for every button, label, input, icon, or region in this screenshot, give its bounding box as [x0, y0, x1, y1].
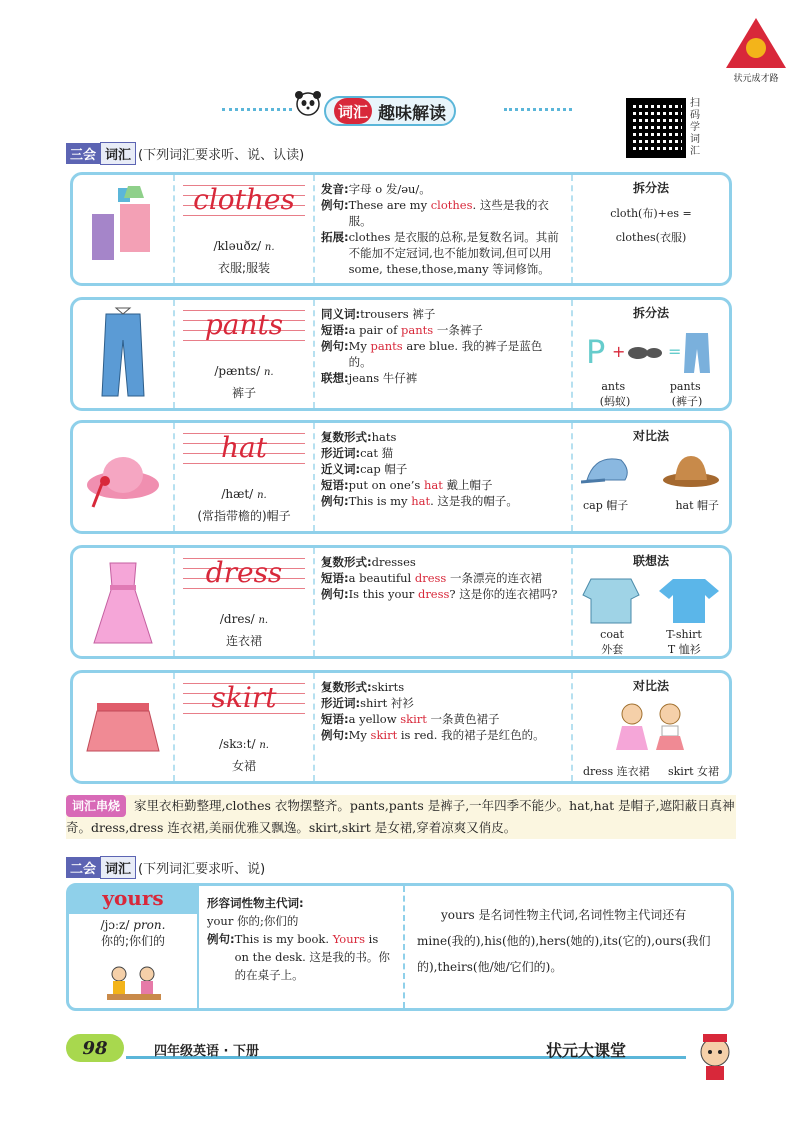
- word-meaning: 你的;你们的: [100, 934, 166, 948]
- section-heading-1: [66, 142, 304, 165]
- page-footer: [66, 1034, 666, 1064]
- vocab-chant: [66, 795, 736, 839]
- logo-text: 状元成才路: [733, 74, 779, 84]
- word-card-hat: [70, 420, 732, 534]
- skirt-illustration: [83, 697, 163, 757]
- yours-word-cell: [69, 886, 199, 1008]
- word-meaning: 连衣裙: [225, 634, 262, 648]
- definition-row: 拓展: clothes 是衣服的总称,是复数名词。其前不能加不定冠词,也不能加数词,但可以用 some, these,those,many 等词修饰。: [321, 230, 559, 276]
- svg-text:+: +: [612, 342, 626, 361]
- word-definition-cell: [315, 548, 573, 656]
- word-card-skirt: [70, 670, 732, 784]
- panda-icon: [294, 88, 322, 118]
- word-spelling-cell: [175, 548, 315, 656]
- definition-row: 例句: These are my clothes. 这些是我的衣服。: [321, 198, 549, 228]
- word-image-cell: [73, 300, 175, 408]
- word-cursive: skirt: [211, 681, 277, 714]
- definition-row: 联想: jeans 牛仔裤: [321, 371, 418, 385]
- word-meaning: 裤子: [231, 386, 256, 400]
- phonetic: /hæt/ n.: [221, 487, 267, 501]
- chant-tag: 词汇串烧: [66, 795, 126, 817]
- section-tag: 二会: [66, 857, 100, 878]
- section-title-banner: [222, 88, 572, 134]
- memory-tip-cell: [573, 423, 729, 531]
- title-pill: [324, 96, 456, 126]
- tip-line: cloth(布)+es =: [610, 207, 692, 220]
- book-grade: 四年级英语 · 下册: [154, 1044, 259, 1059]
- section-note: (下列词汇要求听、说): [138, 862, 266, 877]
- word-spelling-cell: [175, 300, 315, 408]
- definition-row: 形近词: cat 猫: [321, 446, 394, 460]
- ants-pants-illustration: [586, 327, 716, 377]
- tip-line: clothes(衣服): [615, 231, 687, 244]
- pants-illustration: [98, 306, 148, 402]
- tip-title: 拆分法: [632, 181, 669, 195]
- tip-label: ants: [601, 380, 626, 393]
- definition-row: 短语: put on one’s hat 戴上帽子: [321, 478, 493, 492]
- mascot-illustration: [690, 1030, 740, 1082]
- word-card-dress: [70, 545, 732, 659]
- tip-label: (裤子): [671, 395, 703, 408]
- tip-title: 对比法: [632, 429, 669, 443]
- definition-row: 短语: a yellow skirt 一条黄色裙子: [321, 712, 500, 726]
- memory-tip-cell: [573, 300, 729, 408]
- phonetic: /kləuðz/ n.: [213, 239, 275, 253]
- clothes-illustration: [88, 184, 158, 274]
- definition-row: 短语: a beautiful dress 一条漂亮的连衣裙: [321, 571, 542, 585]
- word-spelling-cell: [175, 673, 315, 781]
- definition-row: 例句: My pants are blue. 我的裤子是蓝色的。: [321, 339, 543, 369]
- word-spelling-cell: [175, 423, 315, 531]
- dress-illustration: [88, 557, 158, 647]
- definition-row: 复数形式: hats: [321, 430, 397, 444]
- word-definition-cell: [315, 175, 573, 283]
- word-definition-cell: [315, 423, 573, 531]
- hat-illustration: [83, 437, 163, 517]
- definition-row: 发音: 字母 o 发/əu/。: [321, 182, 431, 196]
- word-image-cell: [73, 423, 175, 531]
- word-card-pants: [70, 297, 732, 411]
- memory-tip-cell: [573, 548, 729, 656]
- definition-row: 形近词: shirt 衬衫: [321, 696, 414, 710]
- word-meaning: 女裙: [231, 759, 256, 773]
- word-cursive: clothes: [193, 183, 295, 216]
- qr-label: 扫码学词汇: [690, 98, 700, 157]
- tip-label: T 恤衫: [667, 643, 701, 656]
- tip-label: hat 帽子: [675, 499, 719, 512]
- cap-hat-illustration: [581, 450, 721, 490]
- tip-label: dress 连衣裙: [583, 765, 650, 778]
- word-meaning: 衣服;服装: [217, 261, 271, 275]
- tip-label: 外套: [601, 643, 624, 656]
- title-badge: 词汇: [334, 98, 372, 124]
- word-cursive: pants: [204, 308, 284, 341]
- tip-label: coat: [600, 628, 624, 641]
- word-definition-cell: [315, 300, 573, 408]
- brand-name: 状元大课堂: [546, 1041, 627, 1060]
- svg-text:=: =: [668, 342, 682, 361]
- word-card-clothes: [70, 172, 732, 286]
- tip-label: (蚂蚁): [599, 395, 631, 408]
- memory-tip-cell: [573, 673, 729, 781]
- word-title: yours: [69, 886, 197, 914]
- definition-row: 同义词: trousers 裤子: [321, 307, 436, 321]
- memory-tip-cell: [573, 175, 729, 283]
- section-tag-2: 词汇: [100, 856, 136, 879]
- word-definition-cell: [315, 673, 573, 781]
- word-image-cell: [73, 175, 175, 283]
- qr-code[interactable]: [626, 98, 686, 158]
- word-card-yours: [66, 883, 734, 1011]
- word-image-cell: [73, 673, 175, 781]
- definition-row: 例句: Is this your dress? 这是你的连衣裙吗?: [321, 587, 558, 601]
- section-tag-2: 词汇: [100, 142, 136, 165]
- coat-tshirt-illustration: [581, 575, 721, 625]
- definition-row: 短语: a pair of pants 一条裤子: [321, 323, 483, 337]
- girls-illustration: [606, 700, 696, 756]
- definition-row: 复数形式: dresses: [321, 555, 416, 569]
- yours-definition: 形容词性物主代词: your 你的;你们的 例句: This is my book. Yours is on the desk. 这是我的书。你的在桌子上。: [199, 886, 405, 1008]
- chant-text: 家里衣柜勤整理,clothes 衣物摆整齐。pants,pants 是裤子,一年四季不能少。hat,hat 是帽子,遮阳蔽日真神奇。dress,dress 连衣裙,美丽优雅又飘逸。skirt,skirt 是女裙,穿着凉爽又俏皮。: [66, 798, 735, 835]
- publisher-logo: [726, 18, 786, 84]
- tip-label: cap 帽子: [583, 499, 629, 512]
- children-illustration: [99, 964, 169, 1008]
- tip-title: 联想法: [632, 554, 669, 568]
- page-number: 98: [66, 1034, 124, 1062]
- word-cursive: hat: [221, 431, 267, 464]
- section-tag: 三会: [66, 143, 100, 164]
- section-note: (下列词汇要求听、说、认读): [138, 148, 305, 163]
- definition-row: 例句: My skirt is red. 我的裙子是红色的。: [321, 728, 545, 742]
- phonetic: /dres/ n.: [219, 612, 269, 626]
- tip-title: 对比法: [632, 679, 669, 693]
- yours-note: yours 是名词性物主代词,名词性物主代词还有 mine(我的),his(他的),hers(她的),its(它的),ours(我们的),theirs(他/她/它们的)。: [417, 908, 711, 974]
- definition-row: 例句: This is my hat. 这是我的帽子。: [321, 494, 518, 508]
- tip-title: 拆分法: [632, 306, 669, 320]
- phonetic: /jɔːz/ pron.: [100, 918, 166, 932]
- definition-row: 近义词: cap 帽子: [321, 462, 408, 476]
- word-cursive: dress: [205, 556, 283, 589]
- word-image-cell: [73, 548, 175, 656]
- tip-label: pants: [669, 380, 701, 393]
- section-heading-2: [66, 856, 265, 879]
- page-title: 趣味解读: [378, 103, 447, 124]
- tip-label: T-shirt: [666, 628, 702, 641]
- phonetic: /pænts/ n.: [214, 364, 274, 378]
- word-spelling-cell: [175, 175, 315, 283]
- svg-text:P: P: [586, 333, 606, 371]
- tip-label: skirt 女裙: [667, 765, 719, 778]
- definition-row: 复数形式: skirts: [321, 680, 405, 694]
- phonetic: /skɜːt/ n.: [219, 737, 269, 751]
- word-meaning: (常指带檐的)帽子: [197, 509, 291, 523]
